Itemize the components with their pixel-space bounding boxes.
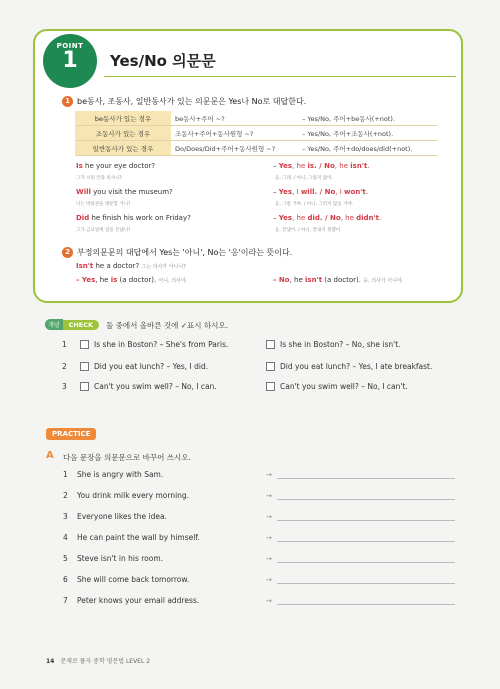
table-row	[75, 141, 437, 156]
practice-item	[63, 512, 167, 521]
answer-part: . /	[319, 214, 331, 222]
example-gloss: 그가 금요일에 일을 끝냈니?	[76, 228, 131, 233]
checkbox[interactable]	[80, 382, 89, 391]
answer-part: –	[273, 188, 279, 196]
answer-line[interactable]	[277, 520, 455, 521]
option-text: Can't you swim well? – No, I can't.	[280, 382, 408, 391]
case-cell: 일반동사가 있는 경우	[75, 141, 171, 156]
item-number: 4	[63, 533, 68, 542]
question-rest: you visit the museum?	[90, 188, 173, 196]
practice-item	[63, 470, 163, 479]
answer-part: No	[324, 188, 336, 196]
point-number: 1	[62, 48, 78, 73]
answer-part: , I	[292, 188, 301, 196]
practice-item	[63, 554, 163, 563]
option-text: Did you eat lunch? – Yes, I did.	[94, 362, 209, 371]
answer-part: , he	[340, 214, 357, 222]
item-text: She is angry with Sam.	[77, 470, 164, 479]
question-verb: Is	[76, 162, 83, 170]
check-tag-concept: 개념	[45, 319, 63, 330]
answer-part: won't	[344, 188, 366, 196]
point-badge	[43, 34, 97, 88]
item-text: You drink milk every morning.	[77, 491, 190, 500]
page-footer	[46, 656, 150, 665]
answer-part: Yes	[278, 162, 293, 170]
answer-part: –	[273, 162, 279, 170]
answer-part: is	[110, 276, 118, 284]
answer-part: , he	[292, 214, 308, 222]
practice-item	[63, 491, 189, 500]
option-text: Is she in Boston? – She's from Paris.	[94, 340, 229, 349]
answer-part: is	[307, 162, 315, 170]
item-text: Everyone likes the idea.	[77, 512, 167, 521]
question-rest: he a doctor?	[93, 262, 140, 270]
example-question	[76, 188, 173, 196]
option-text: Did you eat lunch? – Yes, I ate breakfast.	[280, 362, 433, 371]
example-question	[76, 162, 155, 170]
book-title: 문제로 풀자 중학 영문법 LEVEL 2	[60, 658, 151, 665]
form-cell: be동사+주어 ~?	[171, 111, 298, 126]
item-text: He can paint the wall by himself.	[77, 533, 200, 542]
item-number: 3	[62, 382, 67, 391]
item-text: Peter knows your email address.	[77, 596, 200, 605]
arrow-icon: →	[266, 471, 272, 479]
question-rest: he finish his work on Friday?	[89, 214, 191, 222]
checkbox[interactable]	[266, 340, 275, 349]
case-cell: be동사가 있는 경우	[75, 111, 171, 126]
answer-cell: – Yes/No, 주어+be동사(+not).	[298, 111, 437, 126]
answer-part: Yes	[278, 214, 293, 222]
answer-part: , he	[289, 276, 306, 284]
item-number: 1	[62, 340, 67, 349]
answer-part: isn't	[350, 162, 368, 170]
answer-cell: – Yes/No, 주어+do/does/did(+not).	[298, 141, 437, 156]
answer-part: .	[365, 188, 368, 196]
section-2-number: 2	[62, 247, 73, 258]
arrow-icon: →	[266, 555, 272, 563]
table-row	[75, 126, 437, 141]
answer-line[interactable]	[277, 499, 455, 500]
practice-tag: PRACTICE	[46, 428, 96, 440]
neg-answer-yes	[76, 276, 187, 284]
checkbox[interactable]	[80, 362, 89, 371]
answer-part: , he	[334, 162, 351, 170]
answer-line[interactable]	[277, 604, 455, 605]
neg-answer-gloss: 아니, 의사야.	[158, 278, 188, 284]
answer-part: (a doctor).	[117, 276, 157, 284]
item-text: Steve isn't in his room.	[77, 554, 164, 563]
answer-part: , he	[292, 162, 308, 170]
example-answer	[273, 162, 370, 170]
answer-part: . /	[314, 188, 325, 196]
table-row	[75, 111, 437, 126]
answer-part: No	[324, 162, 335, 170]
example-answer-gloss: 응, 그럴 거야. / 아니, 그러지 않을 거야.	[275, 202, 354, 207]
section-a-label: A	[46, 450, 54, 461]
answer-line[interactable]	[277, 562, 455, 563]
check-tag-label: CHECK	[63, 320, 99, 330]
arrow-icon: →	[266, 534, 272, 542]
check-tag	[45, 319, 99, 330]
example-answer	[273, 214, 381, 222]
question-verb: Isn't	[76, 262, 94, 270]
check-item	[62, 362, 208, 371]
form-cell: 조동사+주어+동사원형 ~?	[171, 126, 298, 141]
neg-answer-no	[273, 276, 403, 284]
arrow-icon: →	[266, 597, 272, 605]
example-answer	[273, 188, 368, 196]
form-cell: Do/Does/Did+주어+동사원형 ~?	[171, 141, 298, 156]
item-number: 7	[63, 596, 68, 605]
question-verb: Will	[76, 188, 91, 196]
answer-part: (a doctor).	[322, 276, 361, 284]
item-number: 6	[63, 575, 68, 584]
example-gloss: 그가 너의 안과 의사니?	[76, 176, 122, 181]
item-text: She will come back tomorrow.	[77, 575, 190, 584]
rule-table	[75, 111, 437, 156]
title-divider	[104, 76, 456, 77]
item-number: 3	[63, 512, 68, 521]
answer-part: . /	[314, 162, 325, 170]
item-number: 5	[63, 554, 68, 563]
case-cell: 조동사가 있는 경우	[75, 126, 171, 141]
example-answer-gloss: 응, 끝냈어. / 아니, 끝내지 못했어.	[275, 228, 342, 233]
example-gloss: 너는 박물관을 방문할 거니?	[76, 202, 131, 207]
answer-part: – Yes	[76, 276, 96, 284]
practice-instruction: 다음 문장을 의문문으로 바꾸어 쓰시오.	[63, 453, 191, 462]
check-instruction: 둘 중에서 올바른 것에 ✓표시 하시오.	[106, 321, 229, 330]
neg-answer-gloss: 응, 의사가 아니야.	[363, 278, 404, 284]
arrow-icon: →	[266, 513, 272, 521]
neg-question-gloss: 그는 의사가 아니니?	[141, 264, 186, 270]
answer-part: Yes	[278, 188, 293, 196]
answer-part: .	[379, 214, 382, 222]
section-2-text: 부정의문문의 대답에서 Yes는 '아니', No는 '응'이라는 뜻이다.	[77, 248, 293, 257]
answer-line[interactable]	[277, 583, 455, 584]
answer-part: , I	[335, 188, 345, 196]
check-item	[266, 362, 432, 371]
point-label: POINT	[56, 42, 84, 50]
check-item	[266, 382, 408, 391]
option-text: Is she in Boston? – No, she isn't.	[280, 340, 401, 349]
answer-line[interactable]	[277, 541, 455, 542]
answer-part: will	[300, 188, 315, 196]
check-item	[62, 382, 217, 391]
section-2-heading	[62, 247, 292, 258]
page-number: 14	[46, 658, 55, 665]
arrow-icon: →	[266, 492, 272, 500]
check-item	[266, 340, 401, 349]
neg-question	[76, 262, 186, 270]
checkbox[interactable]	[266, 382, 275, 391]
checkbox[interactable]	[80, 340, 89, 349]
answer-line[interactable]	[277, 478, 455, 479]
section-1-heading	[62, 96, 306, 107]
check-item	[62, 340, 228, 349]
section-1-number: 1	[62, 96, 73, 107]
checkbox[interactable]	[266, 362, 275, 371]
practice-item	[63, 596, 199, 605]
answer-part: – No	[273, 276, 290, 284]
option-text: Can't you swim well? – No, I can.	[94, 382, 217, 391]
answer-part: didn't	[356, 214, 380, 222]
section-1-text: be동사, 조동사, 일반동사가 있는 의문문은 Yes나 No로 대답한다.	[77, 97, 307, 106]
answer-part: , he	[95, 276, 111, 284]
answer-cell: – Yes/No, 주어+조동사(+not).	[298, 126, 437, 141]
item-number: 2	[62, 362, 67, 371]
answer-part: did	[307, 214, 320, 222]
practice-item	[63, 575, 189, 584]
answer-part: .	[367, 162, 370, 170]
item-number: 1	[63, 470, 68, 479]
practice-item	[63, 533, 200, 542]
example-answer-gloss: 응, 그래. / 아니, 그렇지 않아.	[275, 176, 333, 181]
example-question	[76, 214, 191, 222]
point-title: Yes/No 의문문	[110, 52, 216, 70]
answer-part: –	[273, 214, 279, 222]
arrow-icon: →	[266, 576, 272, 584]
question-verb: Did	[76, 214, 90, 222]
answer-part: No	[330, 214, 341, 222]
answer-part: isn't	[305, 276, 323, 284]
question-rest: he your eye doctor?	[82, 162, 156, 170]
item-number: 2	[63, 491, 68, 500]
